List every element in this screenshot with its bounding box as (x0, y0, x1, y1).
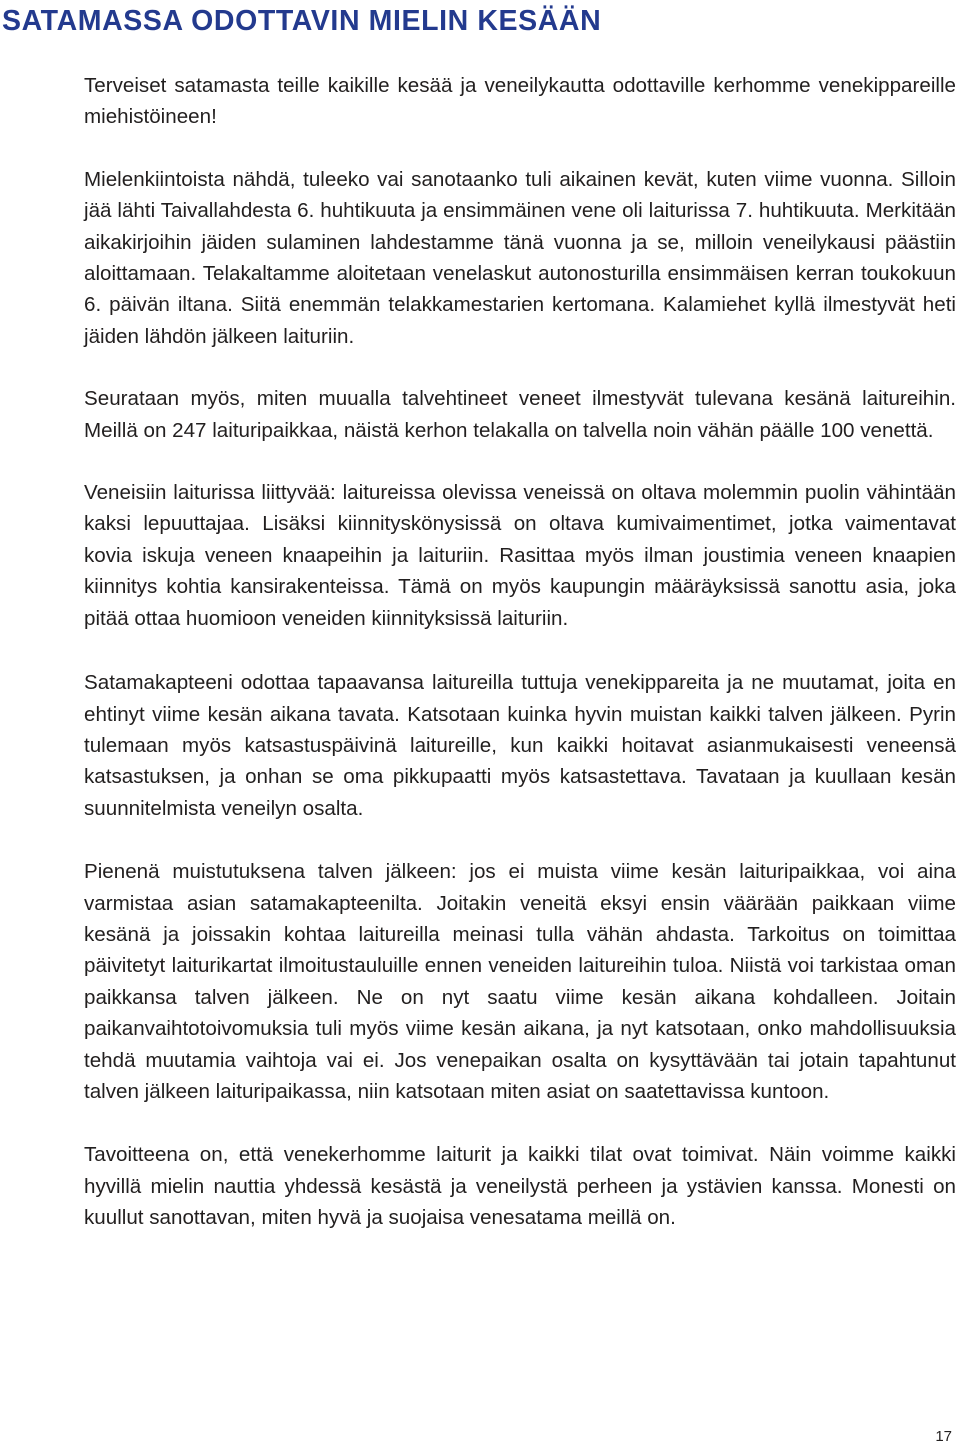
paragraph-mooring: Veneisiin laiturissa liittyvää: laitureissa olevissa veneissä on oltava molemmin puolin vähintään kaksi lepuuttajaa. Lisäksi kiinnityskönysissä on oltava kumivaimentimet, jotka vaimentavat kovia iskuja veneen knaapeihin ja laituriin. Rasittaa myös ilman joustimia veneen knaapien kiinnitys kohtia kansirakenteissa. Tämä on myös kaupungin määräyksissä sanottu asia, joka pitää ottaa huomioon veneiden kiinnityksissä laituriin. (84, 481, 956, 630)
paragraph-reminder: Pienenä muistutuksena talven jälkeen: jos ei muista viime kesän laituripaikkaa, voi aina varmistaa asian satamakapteenilta. Joitakin veneitä eksyi ensin väärään paikkaan viime kesänä ja joissakin kohtaa laitureilla meinasi tulla vähän ahdasta. Tarkoitus on toimittaa päivitetyt laiturikartat ilmoitustauluille ennen veneiden laitureihin tuloa. Niistä voi tarkistaa oman paikkansa talven jälkeen. Ne on nyt saatu viime kesän aikana kohdalleen. Joitain paikanvaihtotoivomuksia tuli myös viime kesän aikana, ja nyt katsotaan, onko mahdollisuuksia tehdä muutamia vaihtoja vai ei. Jos venepaikan osalta on kysyttävään tai jotain tapahtunut talven jälkeen laituripaikassa, niin katsotaan miten asiat on saatettavissa kuntoon. (84, 860, 956, 1103)
article-body (84, 70, 956, 1234)
paragraph-spring: Mielenkiintoista nähdä, tuleeko vai sanotaanko tuli aikainen kevät, kuten viime vuonna. Silloin jää lähti Taivallahdesta 6. huhtikuuta ja ensimmäinen vene oli laiturissa 7. huhtikuuta. Merkitään aikakirjoihin jäiden sulaminen lahdestamme tänä vuonna ja se, milloin veneilykausi päästiin aloittamaan. Telakaltamme aloitetaan venelaskut autonosturilla ensimmäisen kerran toukokuun 6. päivän iltana. Siitä enemmän telakkamestarien kertomana. Kalamiehet kyllä ilmestyvät heti jäiden lähdön jälkeen laituriin. (84, 167, 956, 348)
paragraph-greeting: Terveiset satamasta teille kaikille kesää ja veneilykautta odottaville kerhomme venekippareille miehistöineen! (84, 74, 956, 129)
page-number: 17 (935, 1428, 952, 1445)
paragraph-harbour-master: Satamakapteeni odottaa tapaavansa laitureilla tuttuja venekippareita ja ne muutamat, joita en ehtinyt viime kesän aikana tavata. Katsotaan kuinka hyvin muistan kaikki talven jälkeen. Pyrin tulemaan myös katsastuspäivinä laitureille, kun kaikki hoitavat asianmukaisesti veneensä katsastuksen, ja onhan se oma pikkupaatti myös katsastettava. Tavataan ja kuullaan kesän suunnitelmista veneilyn osalta. (84, 671, 956, 820)
page-title: SATAMASSA ODOTTAVIN MIELIN KESÄÄN (2, 5, 602, 37)
paragraph-closing: Tavoitteena on, että venekerhomme laiturit ja kaikki tilat ovat toimivat. Näin voimme kaikki hyvillä mielin nauttia yhdessä kesästä ja veneilystä perheen ja ystävien kanssa. Monesti on kuullut sanottavan, miten hyvä ja suojaisa venesatama meillä on. (84, 1143, 956, 1230)
paragraph-berths: Seurataan myös, miten muualla talvehtineet veneet ilmestyvät tulevana kesänä laitureihin. Meillä on 247 laituripaikkaa, näistä kerhon telakalla on talvella noin vähän päälle 100 venettä. (84, 387, 956, 442)
